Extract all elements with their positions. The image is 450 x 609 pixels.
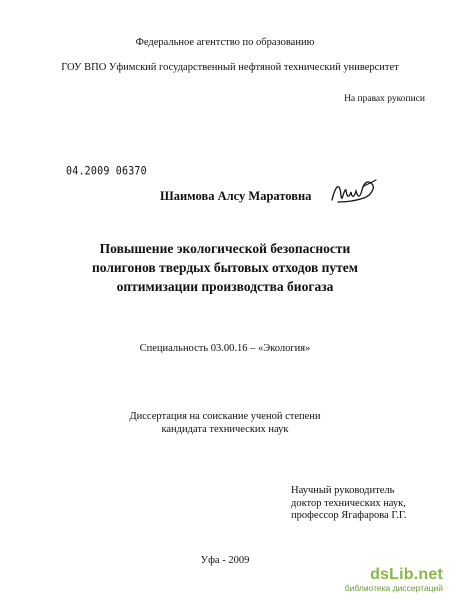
watermark[interactable] xyxy=(333,566,443,593)
degree-line-2: кандидата технических наук xyxy=(161,423,289,435)
registration-number-text: 04.2009 06370 xyxy=(66,165,147,178)
watermark-logo[interactable]: dsLib.net xyxy=(370,566,443,583)
author-name: Шаимова Алсу Маратовна xyxy=(160,189,312,203)
supervisor-block xyxy=(291,485,406,523)
degree-line-1: Диссертация на соискание ученой степени xyxy=(129,411,321,422)
supervisor-line-3: профессор Ягафарова Г.Г. xyxy=(291,510,407,521)
manuscript-note: На правах рукописи xyxy=(344,94,425,104)
city-year: Уфа - 2009 xyxy=(200,555,250,566)
supervisor-line-2: доктор технических наук, xyxy=(291,497,406,509)
agency-name: Федеральное агентство по образованию xyxy=(135,37,315,48)
university-name: ГОУ ВПО Уфимский государственный нефтяной технический университет xyxy=(61,62,399,73)
registration-number xyxy=(66,165,147,178)
specialty: Специальность 03.00.16 – «Экология» xyxy=(139,343,311,354)
title-line-1: Повышение экологической безопасности xyxy=(99,241,351,256)
dissertation-title xyxy=(0,239,450,296)
degree-statement xyxy=(0,411,450,436)
title-line-3: оптимизации производства биогаза xyxy=(116,279,334,294)
title-line-2: полигонов твердых бытовых отходов путем xyxy=(91,260,358,275)
watermark-subtitle: библиотека диссертаций xyxy=(344,583,443,593)
signature-icon xyxy=(328,178,380,208)
supervisor-line-1: Научный руководитель xyxy=(291,485,395,496)
